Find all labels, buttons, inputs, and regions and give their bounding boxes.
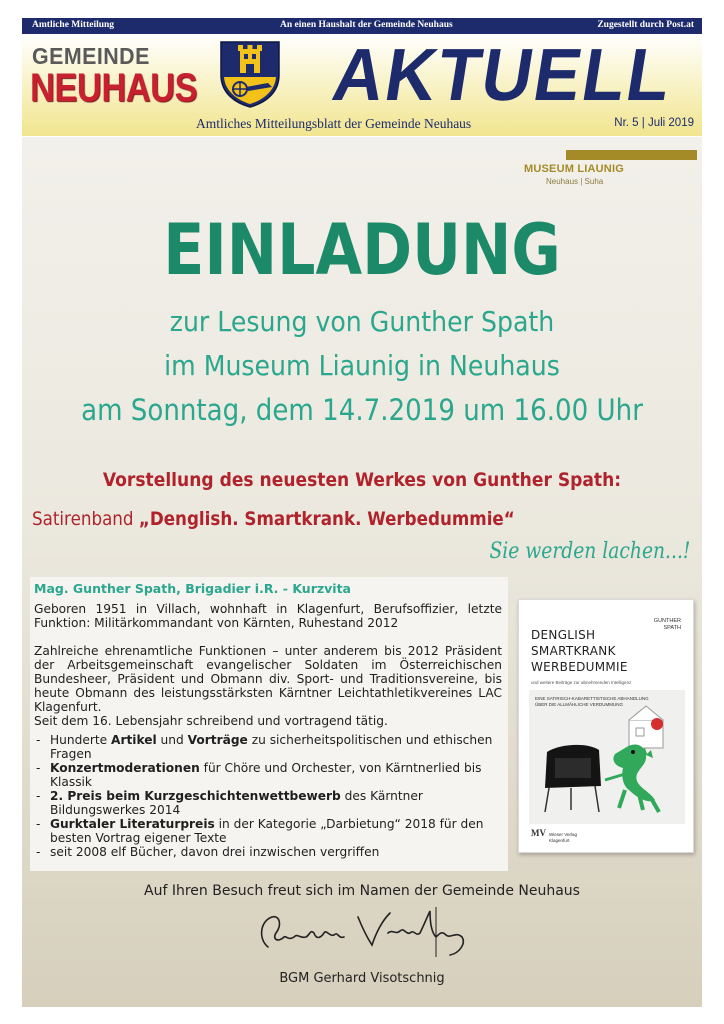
book-title: DENGLISH SMARTKRANK WERBEDUMMIE — [531, 628, 628, 674]
list-item: - Konzertmoderationen für Chöre und Orchester, von Kärntnerlied bis Klassik — [34, 761, 502, 789]
book-illustration — [529, 690, 685, 824]
masthead-title: AKTUELL — [327, 33, 679, 116]
invitation-date-line: am Sonntag, dem 14.7.2019 um 16.00 Uhr — [81, 393, 643, 427]
official-notice-label: Amtliche Mitteilung — [32, 20, 115, 30]
museum-logo-subtitle: Neuhaus | Suha — [546, 177, 604, 186]
list-item: - Hunderte Artikel und Vorträge zu sicherheitspolitischen und ethischen Fragen — [34, 733, 502, 761]
satire-prefix: Satirenband — [32, 508, 139, 530]
invitation-poster — [22, 137, 702, 1007]
coat-of-arms-icon — [218, 39, 282, 109]
invitation-location-line: im Museum Liaunig in Neuhaus — [164, 349, 560, 382]
kurzvita-writing-paragraph: Seit dem 16. Lebensjahr schreibend und vortragend tätig. — [34, 714, 388, 728]
issue-number: Nr. 5 | Juli 2019 — [614, 117, 694, 129]
satire-title: „Denglish. Smartkrank. Werbedummie“ — [138, 508, 515, 530]
household-notice-label: An einen Haushalt der Gemeinde Neuhaus — [280, 20, 453, 30]
kurzvita-list — [34, 733, 502, 859]
kurzvita-box — [30, 577, 508, 871]
masthead-neuhaus: NEUHAUS — [30, 66, 198, 110]
delivery-notice-label: Zugestellt durch Post.at — [597, 20, 694, 30]
laugh-tagline: Sie werden lachen...! — [489, 539, 690, 564]
signer-name: BGM Gerhard Visotschnig — [279, 971, 445, 986]
satire-book-line — [32, 508, 515, 530]
kurzvita-functions-paragraph: Zahlreiche ehrenamtliche Funktionen – unter anderem bis 2012 Präsident der Arbeitsgemeinschaft evangelischer Soldaten im Österreichischen Bundesheer, Präsident und Obmann div. Sport- und Traditionsvereine, bis heute Obmann des leistungsstärksten Kärntner Leichtathletikvereines LAC Klagenfurt. — [34, 644, 502, 714]
kurzvita-birth-paragraph: Geboren 1951 in Villach, wohnhaft in Klagenfurt, Berufsoffizier, letzte Funktion: Militärkommandant von Kärnten, Ruhestand 2012 — [34, 602, 502, 630]
museum-logo-name: MUSEUM LIAUNIG — [524, 163, 624, 175]
closing-greeting: Auf Ihren Besuch freut sich im Namen der Gemeinde Neuhaus — [144, 883, 580, 899]
book-publisher: MV Wieser Verlag Klagenfurt — [531, 828, 578, 843]
list-item: - seit 2008 elf Bücher, davon drei inzwischen vergriffen — [34, 845, 502, 859]
list-item: - Gurktaler Literaturpreis in der Kategorie „Darbietung“ 2018 für den besten Vortrag eigener Texte — [34, 817, 502, 845]
book-subtitle: und weitere Beiträge zur abnehmenden Intelligenz — [531, 680, 632, 685]
invitation-reading-line: zur Lesung von Gunther Spath — [169, 305, 555, 338]
book-author: GUNTHER SPATH — [653, 618, 681, 631]
masthead-gemeinde: GEMEINDE — [32, 43, 150, 69]
invitation-heading: EINLADUNG — [163, 209, 561, 291]
list-item: - 2. Preis beim Kurzgeschichtenwettbewerb des Kärntner Bildungswerkes 2014 — [34, 789, 502, 817]
presentation-heading: Vorstellung des neuesten Werkes von Gunther Spath: — [102, 469, 622, 491]
kurzvita-title: Mag. Gunther Spath, Brigadier i.R. - Kurzvita — [34, 581, 351, 596]
museum-logo-bar — [566, 150, 697, 160]
cartoon-illustration-icon — [529, 690, 685, 824]
book-cover-image — [518, 599, 694, 853]
book-art-caption: EINE SATIRISCH-KABARETTISTISCHE ABHANDLUNG ÜBER DIE ALLMÄHLICHE VERDUMMUNG — [535, 696, 649, 707]
signature-icon — [250, 903, 480, 961]
masthead — [22, 34, 702, 136]
masthead-subtitle: Amtliches Mitteilungsblatt der Gemeinde Neuhaus — [196, 116, 472, 131]
